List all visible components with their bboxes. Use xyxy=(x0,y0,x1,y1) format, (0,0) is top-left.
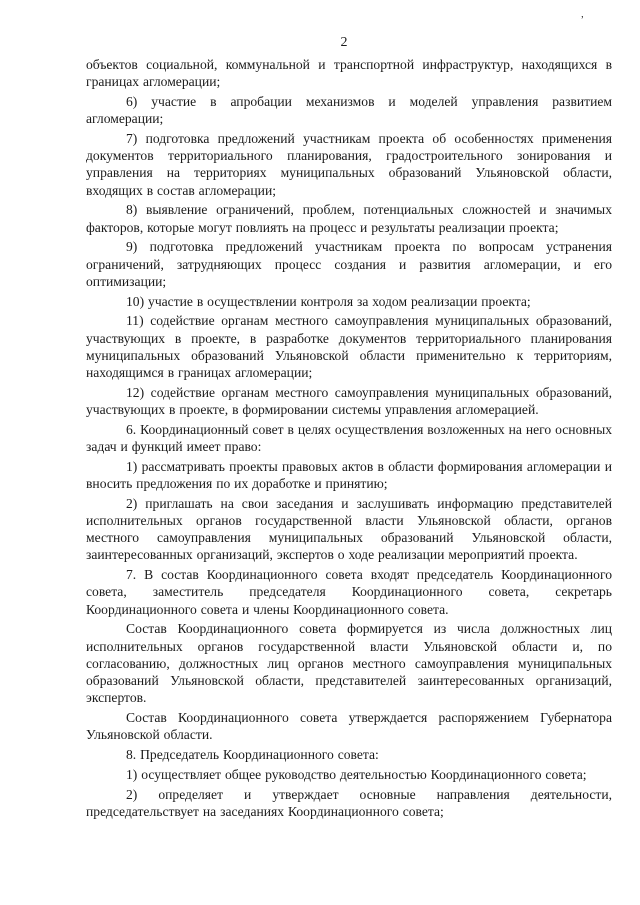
corner-mark: ʼ xyxy=(580,15,584,26)
paragraph: Состав Координационного совета формируется из числа должностных лиц исполнительных органов государственной власти Ульяновской области и, по согласованию, должностных лиц органов местного самоуправления муниципальных образований Ульяновской области, представителей заинтересованных организаций, экспертов. xyxy=(86,621,612,706)
paragraph: 2) приглашать на свои заседания и заслушивать информацию представителей исполнительных органов государственной власти Ульяновской области, органов местного самоуправления муниципальных образований Ульяновской области, заинтересованных организаций, экспертов о ходе реализации мероприятий проекта. xyxy=(86,495,612,563)
document-body xyxy=(86,56,612,820)
paragraph: 12) содействие органам местного самоуправления муниципальных образований, участвующих в проекте, в формировании системы управления агломерацией. xyxy=(86,384,612,418)
paragraph: 1) рассматривать проекты правовых актов в области формирования агломерации и вносить предложения по их доработке и принятию; xyxy=(86,458,612,492)
paragraph: 11) содействие органам местного самоуправления муниципальных образований, участвующих в проекте, в разработке документов территориального планирования муниципальных образований Ульяновской области применительно к территориям, находящимся в границах агломерации; xyxy=(86,313,612,381)
paragraph: 7) подготовка предложений участникам проекта об особенностях применения документов территориального планирования, градостроительного зонирования и управления на территориях муниципальных образований Ульяновской области, входящих в состав агломерации; xyxy=(86,131,612,198)
paragraph: Состав Координационного совета утверждается распоряжением Губернатора Ульяновской области. xyxy=(86,710,612,743)
paragraph: объектов социальной, коммунальной и транспортной инфраструктур, находящихся в границах агломерации; xyxy=(86,57,612,90)
paragraph: 8. Председатель Координационного совета: xyxy=(126,747,379,763)
paragraph: 6. Координационный совет в целях осуществления возложенных на него основных задач и функций имеет право: xyxy=(86,421,612,455)
paragraph: 6) участие в апробации механизмов и моделей управления развитием агломерации; xyxy=(86,94,612,127)
paragraph: 1) осуществляет общее руководство деятельностью Координационного совета; xyxy=(126,766,587,782)
paragraph: 10) участие в осуществлении контроля за ходом реализации проекта; xyxy=(126,293,531,309)
page-number: 2 xyxy=(340,35,348,50)
paragraph: 2) определяет и утверждает основные направления деятельности, председательствует на заседаниях Координационного совета; xyxy=(86,786,612,819)
paragraph: 9) подготовка предложений участникам проекта по вопросам устранения ограничений, затрудняющих процесс создания и развития агломерации, и его оптимизации; xyxy=(86,239,612,289)
paragraph: 7. В состав Координационного совета входят председатель Координационного совета, заместитель председателя Координационного совета, секретарь Координационного совета и члены Координационного совета. xyxy=(86,567,612,617)
paragraph: 8) выявление ограничений, проблем, потенциальных сложностей и значимых факторов, которые могут повлиять на процесс и результаты реализации проекта; xyxy=(86,202,612,235)
